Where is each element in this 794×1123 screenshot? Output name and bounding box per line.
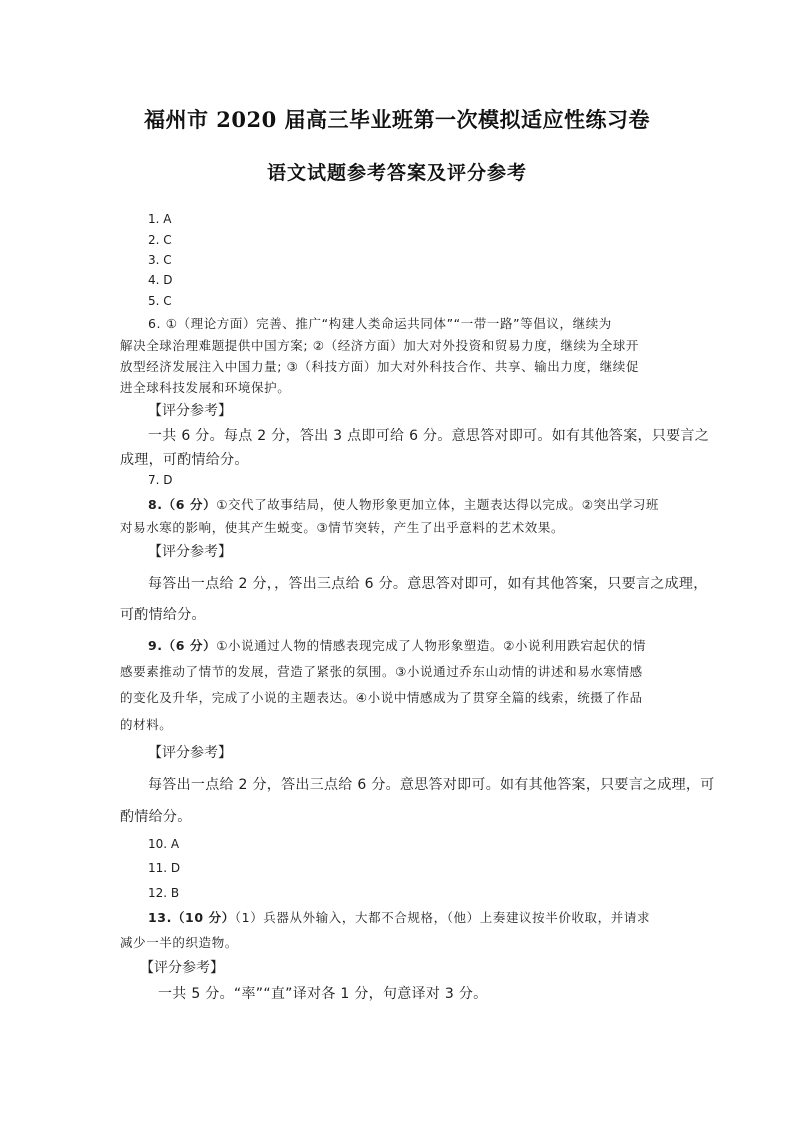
q8-scoring-line-1: 每答出一点给 2 分，，答出三点给 6 分。意思答对即可，如有其他答案，只要言之成理， [148, 576, 708, 592]
answer-q2: 2. C [148, 233, 172, 247]
q8-scoring-heading: 【评分参考】 [148, 544, 232, 560]
q6-scoring-line-2: 成理，可酌情给分。 [120, 452, 249, 468]
q9-text-1: ①小说通过人物的情感表现完成了人物形象塑造。②小说利用跌宕起伏的情 [216, 638, 646, 653]
q6-line-4: 进全球科技发展和环境保护。 [120, 380, 291, 395]
q9-line-1 [148, 636, 646, 654]
q6-scoring-heading: 【评分参考】 [148, 403, 232, 419]
q9-line-2: 感要素推动了情节的发展，营造了紧张的氛围。③小说通过乔东山动情的讲述和易水寒情感 [120, 664, 643, 679]
answer-q12: 12. B [148, 886, 180, 900]
answer-q1: 1. A [148, 212, 172, 226]
q8-line-1 [148, 495, 659, 513]
answer-q5: 5. C [148, 294, 172, 308]
q9-scoring-heading: 【评分参考】 [148, 745, 232, 761]
q8-text-1: ①交代了故事结局，使人物形象更加立体，主题表达得以完成。②突出学习班 [216, 497, 660, 512]
q9-scoring-line-2: 酌情给分。 [120, 809, 192, 825]
answer-q3: 3. C [148, 253, 172, 267]
answer-q4: 4. D [148, 273, 173, 287]
q8-scoring-line-2: 可酌情给分。 [120, 607, 206, 623]
q13-scoring-line: 一共 5 分。“率”“直”译对各 1 分，句意译对 3 分。 [158, 986, 488, 1002]
q6-line-2: 解决全球治理难题提供中国方案; ②（经济方面）加大对外投资和贸易力度，继续为全球开 [120, 338, 639, 353]
q8-label: 8.（6 分） [148, 497, 217, 512]
q9-scoring-line-1: 每答出一点给 2 分，答出三点给 6 分。意思答对即可。如有其他答案，只要言之成理，可 [148, 777, 715, 793]
q9-line-3: 的变化及升华，完成了小说的主题表达。④小说中情感成为了贯穿全篇的线索，统摄了作品 [120, 690, 643, 705]
answer-q11: 11. D [148, 861, 181, 875]
q13-text-1: （1）兵器从外输入，大都不合规格，（他）上奏建议按半价收取，并请求 [234, 910, 651, 925]
q13-label: 13.（10 分） [148, 910, 235, 925]
q13-scoring-heading: 【评分参考】 [140, 960, 224, 976]
document-title: 福州市 2020 届高三毕业班第一次模拟适应性练习卷 [143, 107, 651, 132]
q13-line-2: 减少一半的织造物。 [120, 935, 238, 950]
document-subtitle: 语文试题参考答案及评分参考 [266, 162, 527, 184]
answer-q10: 10. A [148, 837, 180, 851]
q9-label: 9.（6 分） [148, 638, 217, 653]
answer-q7: 7. D [148, 473, 173, 487]
q9-line-4: 的材料。 [120, 717, 173, 732]
q6-scoring-line-1: 一共 6 分。每点 2 分，答出 3 点即可给 6 分。意思答对即可。如有其他答案，只要言之 [148, 428, 710, 444]
q13-line-1 [148, 908, 650, 926]
q6-line-1: 6. ①（理论方面）完善、推广“构建人类命运共同体”“一带一路”等倡议，继续为 [148, 316, 612, 331]
q6-line-3: 放型经济发展注入中国力量; ③（科技方面）加大对外科技合作、共享、输出力度，继续促 [120, 359, 639, 374]
q8-line-2: 对易水寒的影响，使其产生蜕变。③情节突转，产生了出乎意料的艺术效果。 [120, 520, 565, 535]
